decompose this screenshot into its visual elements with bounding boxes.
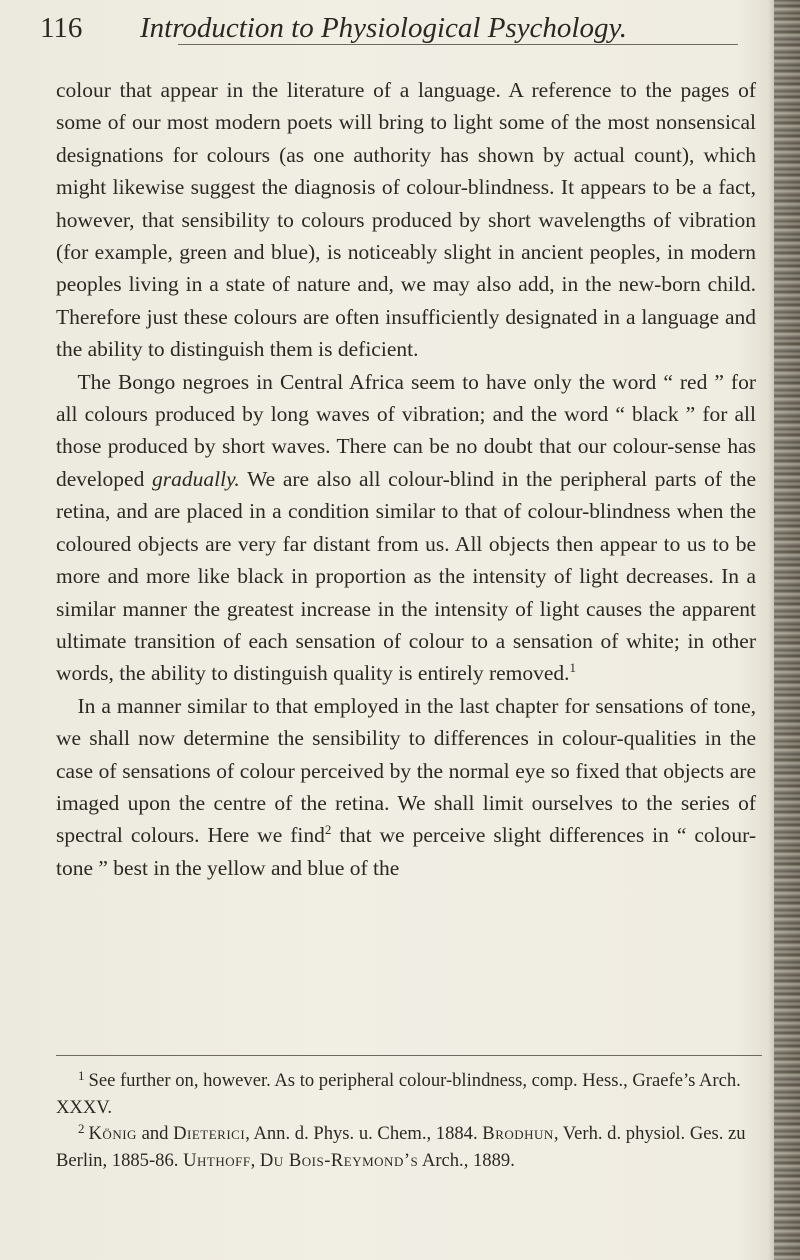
paragraph (56, 366, 756, 690)
page-header (40, 8, 750, 48)
footnote-reference: 2 (324, 822, 332, 838)
footnote (56, 1121, 762, 1174)
paragraph (56, 690, 756, 884)
author-name: Du Bois-Reymond’s (259, 1149, 419, 1171)
body-text (56, 74, 756, 884)
author-name: Brodhun (482, 1123, 554, 1144)
footnote-text: , Ann. d. Phys. u. Chem., 1884. (245, 1123, 478, 1144)
footnotes (56, 1068, 762, 1174)
running-title: Introduction to Physiological Psychology. (140, 12, 628, 44)
footnote-text: , Verh. d. physiol. Ges. zu Berlin, 1885-86. (56, 1123, 746, 1171)
footnote-reference: 1 (569, 660, 577, 676)
paragraph-text: We are also all colour-blind in the peripheral parts of the retina, and are placed in a condition similar to that of colour-blindness when the coloured objects are very far distant from us. All objects then appear to us to be more and more like black in proportion as the intensity of light decreases. In a similar manner the greatest increase in the intensity of light causes the apparent ultimate transition of each sensation of colour to a sensation of white; in other words, the ability to distinguish quality is entirely removed. (56, 466, 756, 686)
paragraph-text: colour that appear in the literature of a language. A reference to the pages of some of our most modern poets will bring to light some of the most nonsensical designations for colours (as one authority has shown by actual count), which might likewise suggest the diagnosis of colour-blindness. It appears to be a fact, however, that sensibility to colours produced by short wavelengths of vibration (for example, green and blue), is noticeably slight in ancient peoples, in modern peoples living in a state of nature and, we may also add, in the new-born child. Therefore just these colours are often insufficiently designated in a language and the ability to distinguish them is deficient. (56, 78, 756, 362)
paragraph-text: that we perceive slight differences in “ colour-tone ” best in the yellow and blue of the (56, 823, 756, 880)
footnote-rule (56, 1055, 762, 1056)
footnote-mark: 1 (78, 1068, 85, 1083)
page-binding-edge (774, 0, 800, 1260)
footnote-text: , (250, 1149, 256, 1171)
paragraph (56, 74, 756, 366)
footnote (56, 1068, 762, 1121)
paragraph-text: The Bongo negroes in Central Africa seem to have only the word “ red ” for all colours produced by long waves of vibration; and the word “ black ” for all those produced by short waves. There can be no doubt that our colour-sense has developed (56, 369, 756, 491)
page-number: 116 (40, 12, 83, 44)
paragraph-text: In a manner similar to that employed in the last chapter for sensations of tone, we shall now determine the sensibility to differences in colour-qualities in the case of sensations of colour perceived by the normal eye so fixed that objects are imaged upon the centre of the retina. We shall limit ourselves to the series of spectral colours. Here we find (56, 693, 756, 848)
emphasis-text: gradually. (152, 466, 240, 491)
author-name: König (88, 1123, 137, 1144)
header-rule (178, 44, 738, 45)
footnote-mark: 2 (78, 1121, 85, 1136)
author-name: Dieterici (173, 1123, 246, 1144)
footnote-text: Arch., 1889. (421, 1149, 515, 1171)
author-name: Uhthoff (183, 1149, 251, 1171)
footnote-text: See further on, however. As to peripheral colour-blindness, comp. Hess., Graefe’s Arch. XXXV. (56, 1070, 741, 1118)
footnote-text: and (141, 1123, 169, 1144)
